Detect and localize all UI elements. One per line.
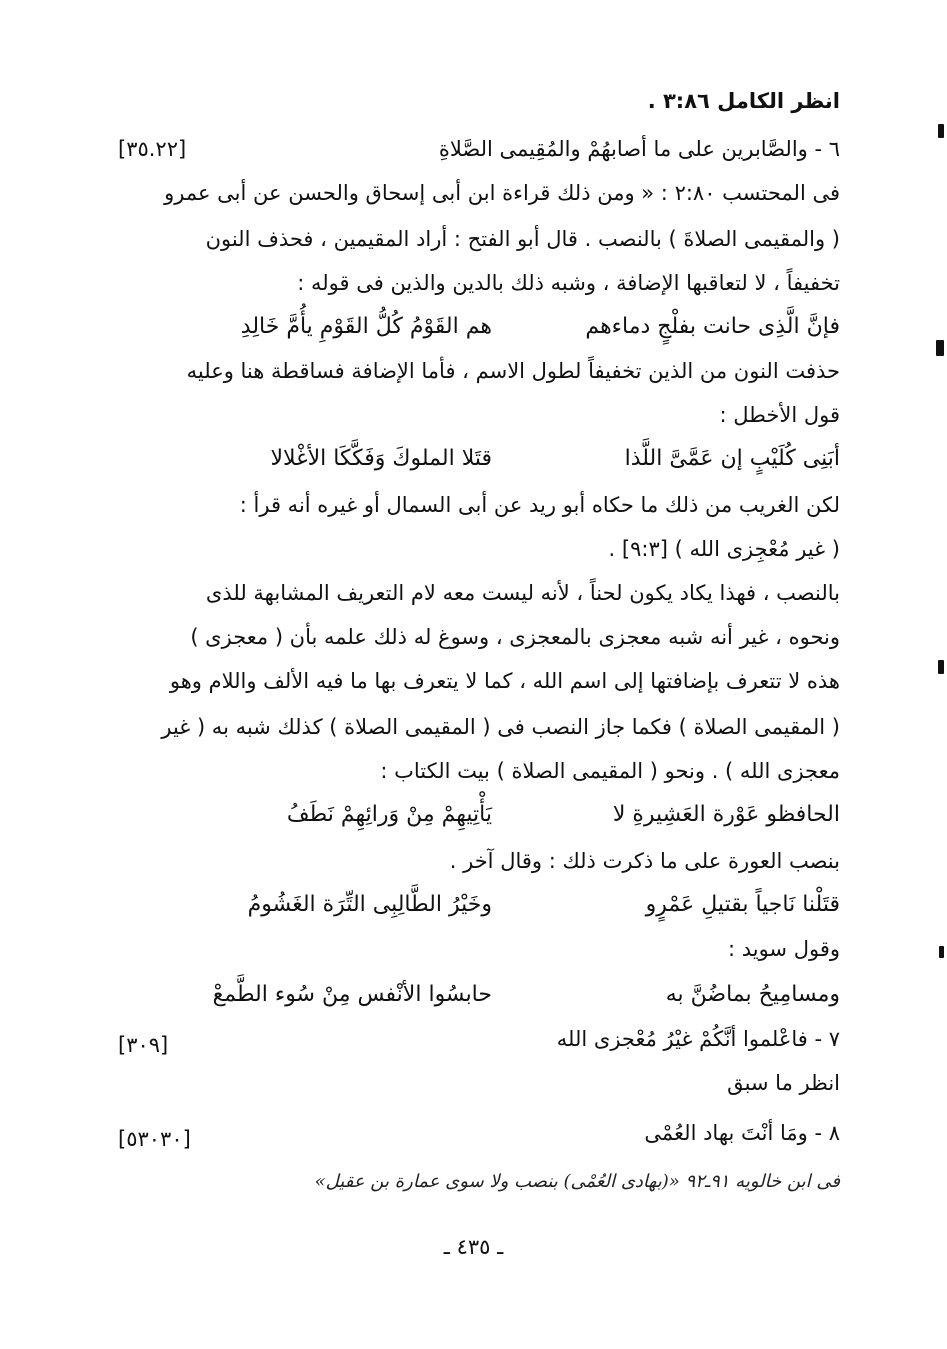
verse-hemistich-left: يَأْتِيهِمْ مِنْ وَرائِهِمْ نَطَفُ [286, 802, 492, 827]
margin-mark [938, 660, 944, 674]
body-line: فى المحتسب ٢:٨٠ : « ومن ذلك قراءة ابن أبى إسحاق والحسن عن أبى عمرو [164, 181, 840, 205]
body-line: تخفيفاً ، لا لتعاقبها الإضافة ، وشبه ذلك بالدين والذين فى قوله : [297, 271, 840, 295]
verse-reference: [٣٠٩] [118, 1033, 169, 1057]
verse-reference: [٣٥.٢٢] [118, 137, 187, 161]
body-line: قول الأخطل : [719, 403, 840, 427]
margin-mark [938, 124, 944, 138]
body-line: انظر ما سبق [727, 1071, 840, 1095]
body-line: ( غير مُعْجِزى الله ) [٩:٣] . [608, 537, 840, 561]
quran-verse-8: ٨ - ومَا أنْتَ بهاد العُمْى [644, 1121, 840, 1145]
verse-hemistich-left: هم القَوْمُ كُلُّ القَوْمِ يأُمَّ خَالِدِ [240, 314, 492, 339]
verse-reference: [٥٣٠٣٠] [118, 1127, 191, 1151]
verse-hemistich-left: وخَيْرُ الطَّالِبِى التِّرَة الغَشُومُ [247, 892, 492, 917]
body-line: حذفت النون من الذين تخفيفاً لطول الاسم ، فأما الإضافة فساقطة هنا وعليه [186, 359, 840, 383]
body-line: لكن الغريب من ذلك ما حكاه أبو ريد عن أبى السمال أو غيره أنه قرأ : [239, 493, 840, 517]
header-reference: انظر الكامل ٣:٨٦ . [647, 89, 840, 113]
verse-hemistich-right: ومسامِيحُ بماضُنَّ به [665, 982, 840, 1007]
body-line: معجزى الله ) . ونحو ( المقيمى الصلاة ) بيت الكتاب : [380, 759, 840, 783]
margin-mark [936, 340, 944, 356]
body-line: ( المقيمى الصلاة ) فكما جاز النصب فى ( المقيمى الصلاة ) كذلك شبه به ( غير [161, 715, 840, 739]
verse-hemistich-right: أبَنِى كُلَيْبٍ إن عَمَّىَّ اللَّذا [624, 446, 840, 471]
verse-hemistich-right: قتَلْنا نَاجياً بقتيلِ عَمْرٍو [645, 892, 840, 917]
handwritten-note: فى ابن خالويه ٩١ـ٩٢ «(بهادى العُمْى) بنصب ولا سوى عمارة بن عقيل» [314, 1171, 840, 1192]
body-line: بالنصب ، فهذا يكاد يكون لحناً ، لأنه ليست معه لام التعريف المشابهة للذى [205, 581, 840, 605]
body-line: بنصب العورة على ما ذكرت ذلك : وقال آخر . [449, 849, 840, 873]
verse-hemistich-right: فإنَّ الَّذِى حانت بفلْجٍ دماءهم [585, 314, 840, 339]
body-line: ونحوه ، غير أنه شبه معجزى بالمعجزى ، وسوغ له ذلك علمه بأن ( معجزى ) [190, 625, 840, 649]
page-number: ـ ٤٣٥ ـ [443, 1235, 504, 1259]
quran-verse-7: ٧ - فاعْلموا أنَّكُمْ غيْرُ مُعْجزى الله [556, 1027, 840, 1051]
verse-hemistich-left: حابسُوا الأنْفس مِنْ سُوء الطَّمعْ [212, 982, 492, 1007]
verse-hemistich-left: قتَلا الملوكَ وَفَكَّكَا الأغْلالا [270, 446, 492, 471]
verse-hemistich-right: الحافظو عَوْرة العَشِيرةِ لا [612, 802, 840, 827]
body-line: ( والمقيمى الصلاةَ ) بالنصب . قال أبو الفتح : أراد المقيمين ، فحذف النون [205, 227, 840, 251]
body-line: وقول سويد : [727, 937, 840, 961]
margin-mark [939, 946, 944, 958]
quran-verse-6: ٦ - والصَّابرين على ما أصابهُمْ والمُقِيمى الصَّلاةِ [438, 137, 840, 161]
body-line: هذه لا تتعرف بإضافتها إلى اسم الله ، كما لا يتعرف بها ما فيه الألف واللام وهو [169, 669, 840, 693]
